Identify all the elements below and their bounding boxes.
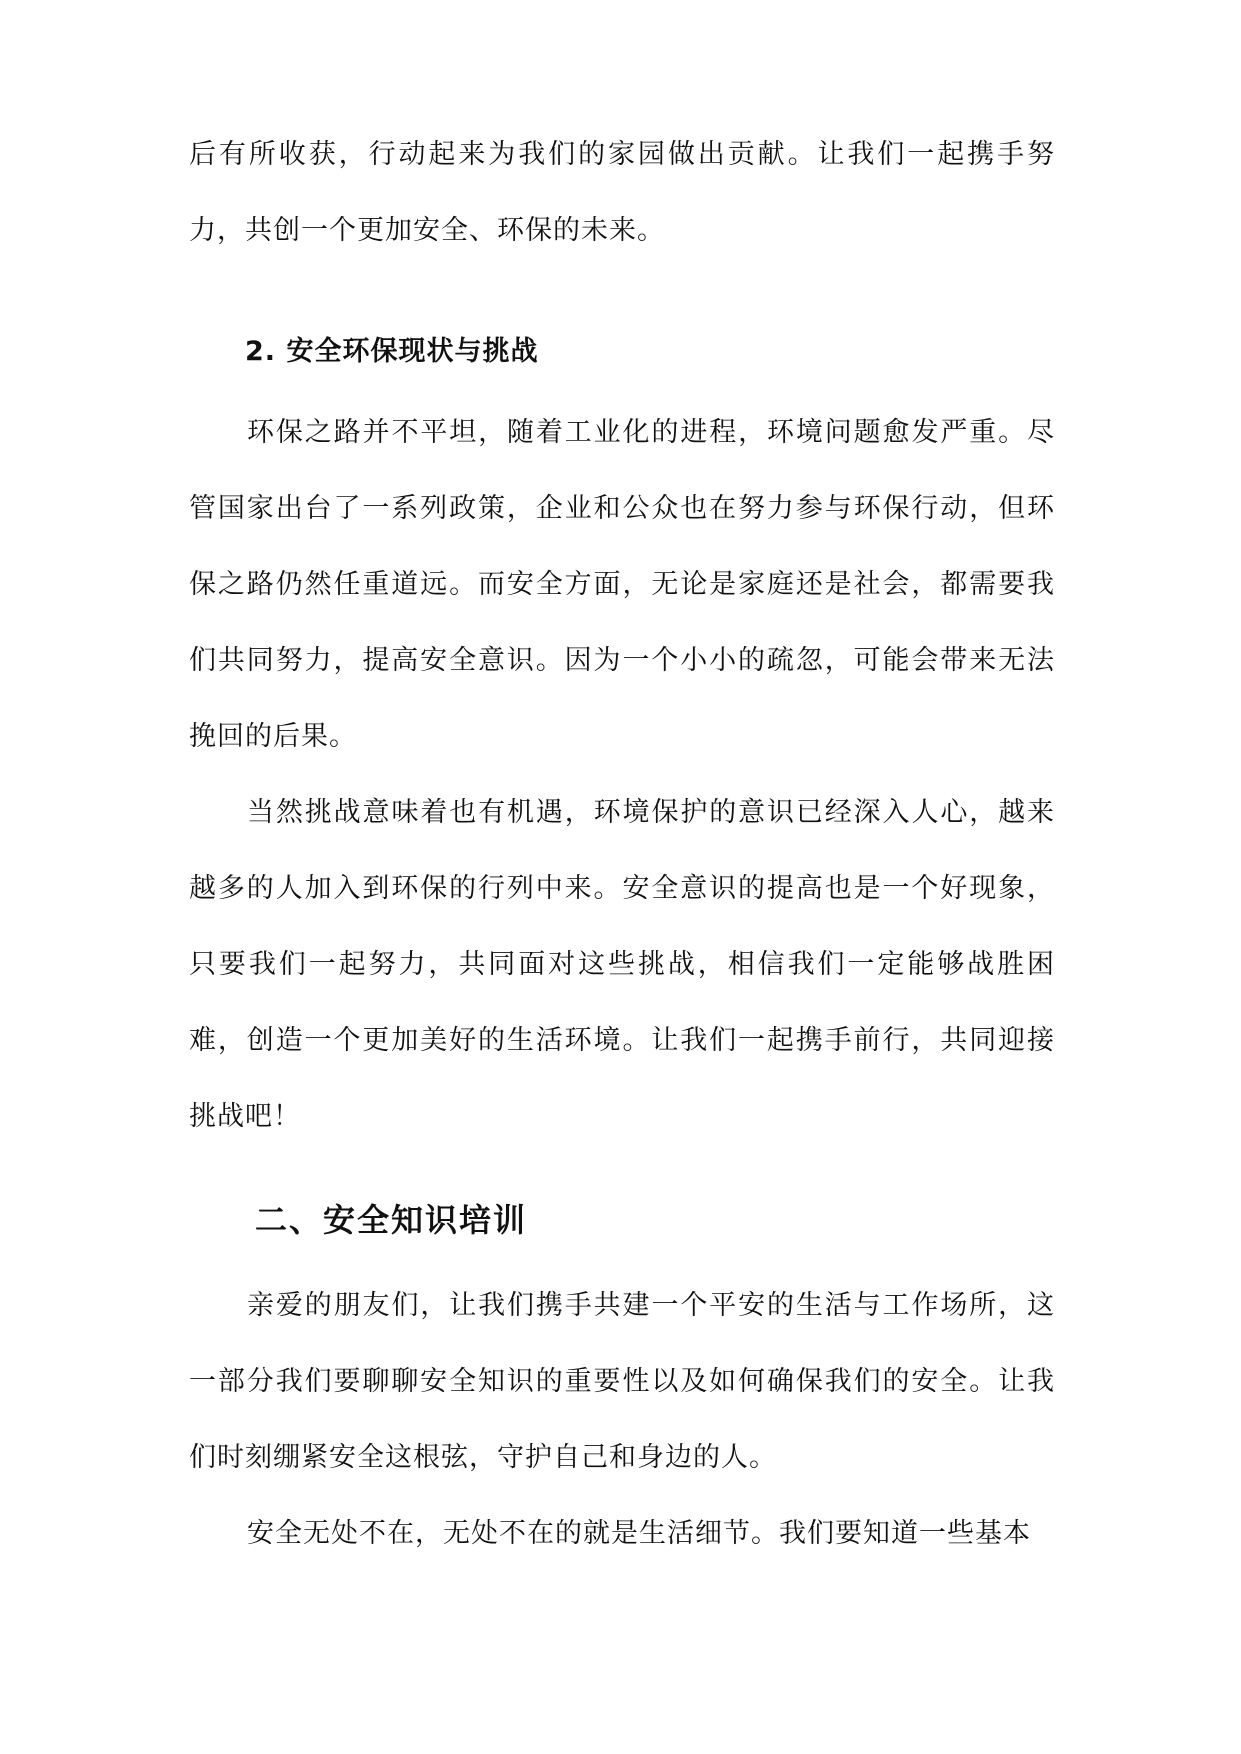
section-2-paragraph-1: 环保之路并不平坦，随着工业化的进程，环境问题愈发严重。尽管国家出台了一系列政策，企业和公众也在努力参与环保行动，但环保之路仍然任重道远。而安全方面，无论是家庭还是社会，都需要我们共同努力，提高安全意识。因为一个小小的疏忽，可能会带来无法挽回的后果。 xyxy=(189,417,1055,752)
chapter-2-paragraph-1: 亲爱的朋友们，让我们携手共建一个平安的生活与工作场所，这一部分我们要聊聊安全知识的重要性以及如何确保我们的安全。让我们时刻绷紧安全这根弦，守护自己和身边的人。 xyxy=(189,1290,1055,1473)
chapter-2-paragraph-2: 安全无处不在，无处不在的就是生活细节。我们要知道一些基本 xyxy=(247,1518,1031,1549)
chapter-heading-safety-training: 二、安全知识培训 xyxy=(255,1201,528,1239)
section-2-paragraph-2: 当然挑战意味着也有机遇，环境保护的意识已经深入人心，越来越多的人加入到环保的行列中来。安全意识的提高也是一个好现象，只要我们一起努力，共同面对这些挑战，相信我们一定能够战胜困难，创造一个更加美好的生活环境。让我们一起携手前行，共同迎接挑战吧！ xyxy=(189,797,1055,1132)
section-heading-safety-environment-challenges: 2. 安全环保现状与挑战 xyxy=(245,336,539,367)
intro-paragraph: 后有所收获，行动起来为我们的家园做出贡献。让我们一起携手努力，共创一个更加安全、环保的未来。 xyxy=(189,139,1055,246)
